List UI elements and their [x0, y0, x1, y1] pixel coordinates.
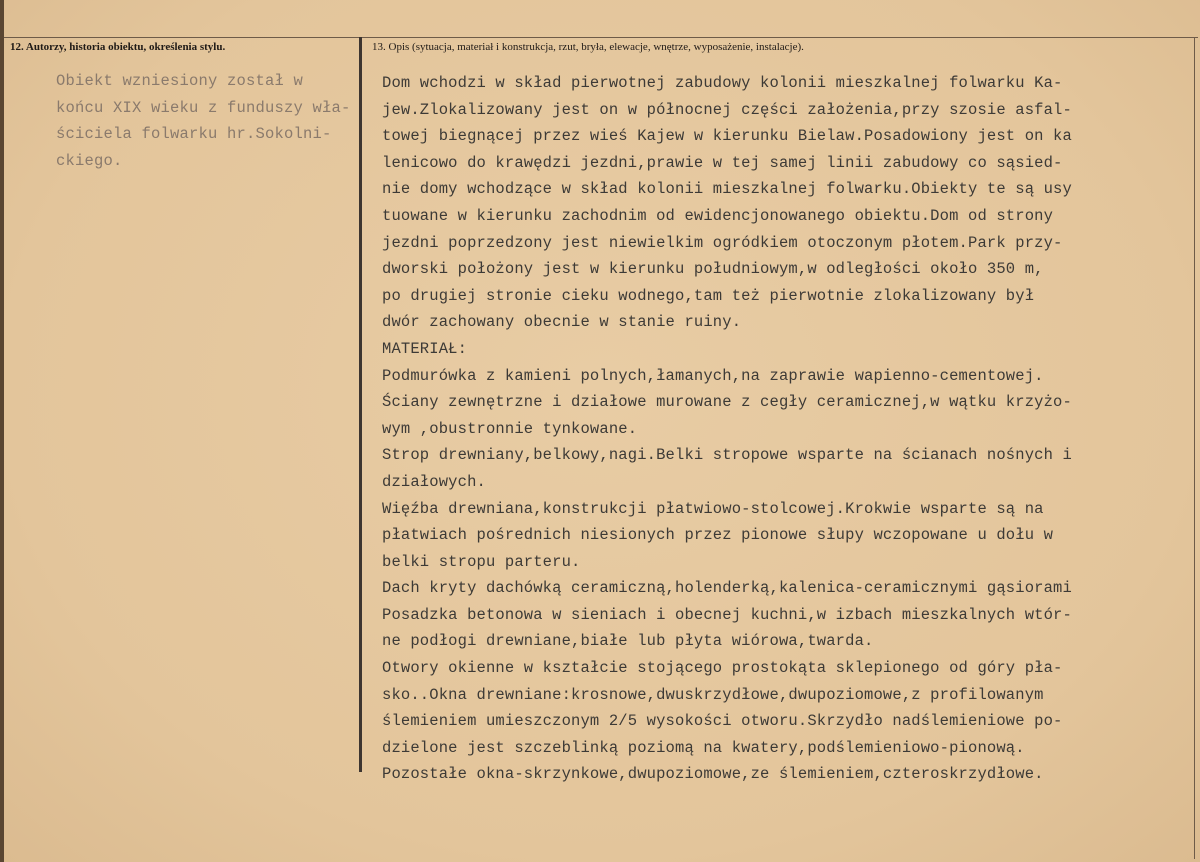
scan-edge — [0, 0, 4, 862]
description-line: wym ,obustronnie tynkowane. — [382, 419, 638, 438]
header-rule — [4, 37, 1198, 38]
description-line: Otwory okienne w kształcie stojącego prostokąta sklepionego od góry pła- — [382, 659, 1063, 678]
history-line: Obiekt wzniesiony został w — [56, 72, 304, 90]
right-border-rule — [1194, 37, 1195, 859]
description-line: dworski położony jest w kierunku południowym,w odległości około 350 m, — [382, 260, 1044, 279]
column-divider — [359, 37, 362, 772]
description-line: płatwiach pośrednich niesionych przez pionowe słupy wczopowane u dołu w — [382, 526, 1054, 545]
description-line: belki stropu parteru. — [382, 552, 581, 571]
description-line: sko..Okna drewniane:krosnowe,dwuskrzydłowe,dwupoziomowe,z profilowanym — [382, 685, 1044, 704]
description-line: Dach kryty dachówką ceramiczną,holenderką,kalenica-ceramicznymi gąsiorami — [382, 579, 1072, 598]
description-line: działowych. — [382, 472, 486, 491]
history-line: ckiego. — [56, 151, 123, 170]
description-line: po drugiej stronie cieku wodnego,tam też pierwotnie zlokalizowany był — [382, 286, 1035, 305]
description-line: dzielone jest szczeblinką poziomą na kwatery,podślemieniowo-pionową. — [382, 738, 1025, 757]
description-line: Posadzka betonowa w sieniach i obecnej kuchni,w izbach mieszkalnych wtór- — [382, 605, 1072, 624]
description-line: Ściany zewnętrzne i działowe murowane z cegły ceramicznej,w wątku krzyżo- — [382, 393, 1072, 412]
description-text-block — [382, 70, 1172, 788]
description-line: ne podłogi drewniane,białe lub płyta wiórowa,twarda. — [382, 632, 874, 651]
description-line: towej biegnącej przez wieś Kajew w kierunku Bielaw.Posadowiony jest on ka — [382, 127, 1072, 146]
history-text-block — [56, 68, 356, 174]
description-line: Pozostałe okna-skrzynkowe,dwupoziomowe,ze ślemieniem,czteroskrzydłowe. — [382, 765, 1044, 784]
description-line: Więźba drewniana,konstrukcji płatwiowo-stolcowej.Krokwie wsparte są na — [382, 499, 1044, 518]
description-line: Strop drewniany,belkowy,nagi.Belki stropowe wsparte na ścianach nośnych i — [382, 446, 1072, 465]
material-heading: MATERIAŁ: — [382, 339, 468, 358]
description-line: Dom wchodzi w skład pierwotnej zabudowy kolonii mieszkalnej folwarku Ka- — [382, 74, 1063, 92]
description-line: jezdni poprzedzony jest niewielkim ogródkiem otoczonym płotem.Park przy- — [382, 233, 1063, 252]
history-line: końcu XIX wieku z funduszy wła- — [56, 98, 351, 117]
section-13-heading: 13. Opis (sytuacja, materiał i konstrukcja, rzut, bryła, elewacje, wnętrze, wyposażenie, instalacje). — [372, 41, 804, 53]
description-line: tuowane w kierunku zachodnim od ewidencjonowanego obiektu.Dom od strony — [382, 206, 1054, 225]
description-line: lenicowo do krawędzi jezdni,prawie w tej samej linii zabudowy co sąsied- — [382, 153, 1063, 172]
section-12-heading: 12. Autorzy, historia obiektu, określenia stylu. — [10, 41, 226, 53]
description-line: Podmurówka z kamieni polnych,łamanych,na zaprawie wapienno-cementowej. — [382, 366, 1044, 385]
description-line: nie domy wchodzące w skład kolonii mieszkalnej folwarku.Obiekty te są usy — [382, 180, 1072, 199]
description-line: ślemieniem umieszczonym 2/5 wysokości otworu.Skrzydło nadślemieniowe po- — [382, 712, 1063, 731]
history-line: ściciela folwarku hr.Sokolni- — [56, 125, 332, 144]
description-line: jew.Zlokalizowany jest on w północnej części założenia,przy szosie asfal- — [382, 100, 1072, 119]
description-line: dwór zachowany obecnie w stanie ruiny. — [382, 313, 742, 332]
